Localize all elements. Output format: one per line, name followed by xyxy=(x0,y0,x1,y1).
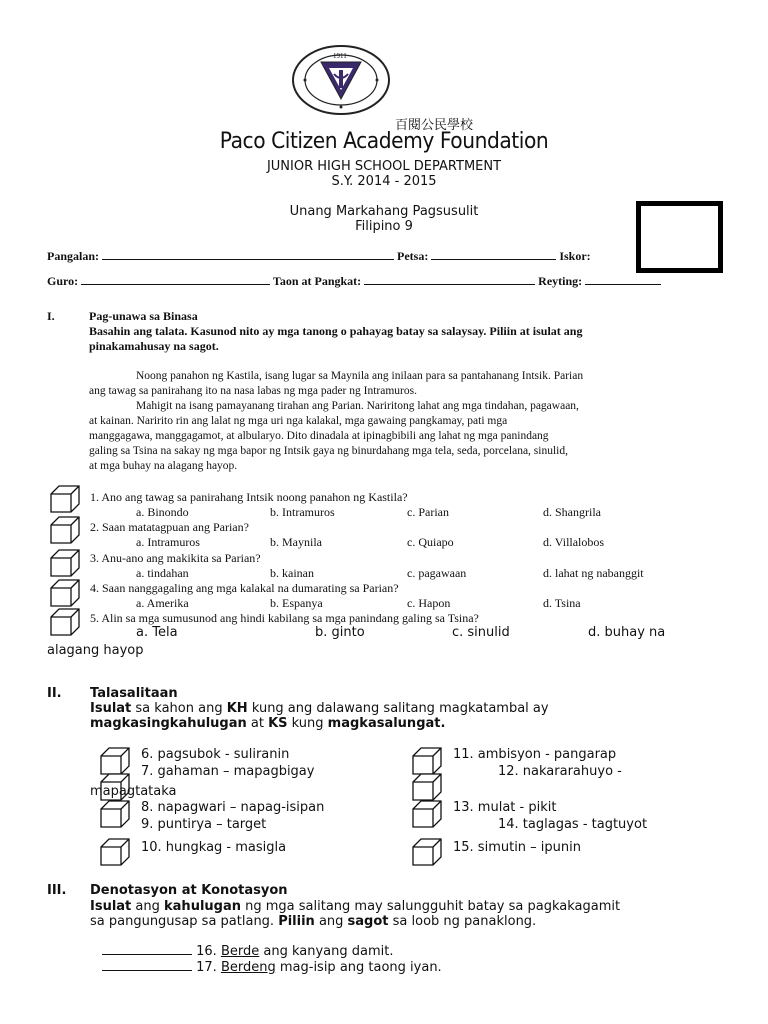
passage-line-7: at mga buhay na alagang hayop. xyxy=(89,460,238,472)
exam-title: Unang Markahang Pagsusulit xyxy=(289,204,479,219)
vocab-item-12: 12. nakararahuyo - xyxy=(498,764,622,779)
section-2-instruction-2: magkasingkahulugan at KS kung magkasalungat. xyxy=(90,716,446,731)
answer-box-12[interactable] xyxy=(411,772,443,802)
q5-choice-a: a. Tela xyxy=(136,625,178,640)
q3-choice-a: a. tindahan xyxy=(136,566,189,580)
section-1-instruction-2: pinakamahusay na sagot. xyxy=(89,339,219,353)
subject: Filipino 9 xyxy=(355,219,413,234)
vocab-item-13: 13. mulat - pikit xyxy=(453,800,557,815)
petsa-label: Petsa: xyxy=(397,249,429,263)
question-1: 1. Ano ang tawag sa panirahang Intsik noong panahon ng Kastila? xyxy=(90,490,408,504)
passage-line-5: manggagawa, manggagamot, at albularyo. Dito dinadala at ipinagbibili ang lahat ng mga panindang xyxy=(89,430,549,442)
q3-choice-c: c. pagawaan xyxy=(407,566,467,580)
section-2-number: II. xyxy=(47,686,62,701)
q4-choice-b: b. Espanya xyxy=(270,596,323,610)
answer-box-4[interactable] xyxy=(49,578,81,608)
passage-line-1: Noong panahon ng Kastila, isang lugar sa Maynila ang inilaan para sa pantahanang Intsik. Parian xyxy=(136,370,584,382)
name-field-row xyxy=(47,249,591,264)
q3-choice-b: b. kainan xyxy=(270,566,314,580)
section-3-instruction-2: sa pangungusap sa patlang. Piliin ang sagot sa loob ng panaklong. xyxy=(90,914,537,929)
answer-box-5[interactable] xyxy=(49,607,81,637)
q2-choice-a: a. Intramuros xyxy=(136,535,200,549)
answer-blank-16[interactable] xyxy=(102,954,192,955)
section-3-instruction-1: Isulat ang kahulugan ng mga salitang may salungguhit batay sa pagkakagamit xyxy=(90,899,621,914)
school-year: S.Y. 2014 - 2015 xyxy=(331,174,437,189)
q1-choice-d: d. Shangrila xyxy=(543,505,601,519)
q2-choice-b: b. Maynila xyxy=(270,535,322,549)
passage-line-4: at kainan. Naririto rin ang lalat ng mga uri nga kalakal, mga gawaing pangkamay, pati mga xyxy=(89,415,508,427)
passage-line-6: galing sa Tsina na sakay ng mga bapor ng Intsik gaya ng binurdahang mga tela, seda, porcelana, sinulid, xyxy=(89,445,568,457)
question-4: 4. Saan nanggagaling ang mga kalakal na dumarating sa Parian? xyxy=(90,581,399,595)
section-2-title: Talasalitaan xyxy=(90,686,178,701)
taon-label: Taon at Pangkat: xyxy=(272,274,362,288)
question-2: 2. Saan matatagpuan ang Parian? xyxy=(90,520,249,534)
answer-blank-17[interactable] xyxy=(102,970,192,971)
answer-box-2[interactable] xyxy=(49,515,81,545)
passage-line-3: Mahigit na isang pamayanang tirahan ang Parian. Nariritong lahat ang mga tindahan, pagawaan, xyxy=(136,400,579,412)
vocab-item-7: 7. gahaman – mapagbigay xyxy=(141,764,315,779)
passage-line-2: ang tawag sa panirahang ito na nasa labas ng mga pader ng Intramuros. xyxy=(89,385,417,397)
petsa-blank[interactable] xyxy=(431,259,556,260)
vocab-item-8: 8. napagwari – napag-isipan xyxy=(141,800,325,815)
vocab-item-15: 15. simutin – ipunin xyxy=(453,840,582,855)
pangalan-label: Pangalan: xyxy=(47,249,100,263)
q4-choice-d: d. Tsina xyxy=(543,596,581,610)
denotation-item-17: 17. Berdeng mag-isip ang taong iyan. xyxy=(102,960,442,975)
answer-box-1[interactable] xyxy=(49,484,81,514)
section-1-number: I. xyxy=(47,309,55,323)
taon-blank[interactable] xyxy=(364,284,535,285)
vocab-item-10: 10. hungkag - masigla xyxy=(141,840,287,855)
q5-choice-c: c. sinulid xyxy=(452,625,510,640)
vocab-item-11: 11. ambisyon - pangarap xyxy=(453,747,617,762)
q1-choice-c: c. Parian xyxy=(407,505,449,519)
question-3: 3. Anu-ano ang makikita sa Parian? xyxy=(90,551,261,565)
guro-label: Guro: xyxy=(47,274,79,288)
section-2-instruction-1: Isulat sa kahon ang KH kung ang dalawang salitang magkatambal ay xyxy=(90,701,549,716)
question-5: 5. Alin sa mga sumusunod ang hindi kabilang sa mga panindang galing sa Tsina? xyxy=(90,611,479,625)
vocab-item-6: 6. pagsubok - suliranin xyxy=(141,747,290,762)
answer-box-15[interactable] xyxy=(411,837,443,867)
pangalan-blank[interactable] xyxy=(102,259,394,260)
reyting-blank[interactable] xyxy=(585,284,661,285)
answer-box-9[interactable] xyxy=(99,837,131,867)
denotation-item-16: 16. Berde ang kanyang damit. xyxy=(102,944,393,959)
q4-choice-c: c. Hapon xyxy=(407,596,451,610)
section-3-title: Denotasyon at Konotasyon xyxy=(90,883,288,898)
vocab-item-9: 9. puntirya – target xyxy=(141,817,267,832)
q2-choice-d: d. Villalobos xyxy=(543,535,605,549)
q1-choice-b: b. Intramuros xyxy=(270,505,335,519)
teacher-field-row xyxy=(47,274,661,289)
department: JUNIOR HIGH SCHOOL DEPARTMENT xyxy=(266,159,502,174)
answer-box-3[interactable] xyxy=(49,548,81,578)
score-box[interactable] xyxy=(636,201,723,273)
section-1-title: Pag-unawa sa Binasa xyxy=(89,309,198,323)
chinese-school-name: 百閱公民學校 xyxy=(394,117,473,132)
vocab-item-14: 14. taglagas - tagtuyot xyxy=(498,817,648,832)
section-3-number: III. xyxy=(47,883,67,898)
q2-choice-c: c. Quiapo xyxy=(407,535,454,549)
q5-choice-b: b. ginto xyxy=(315,625,365,640)
q1-choice-a: a. Binondo xyxy=(136,505,189,519)
answer-box-8[interactable] xyxy=(99,799,131,829)
q4-choice-a: a. Amerika xyxy=(136,596,189,610)
q5-choice-d: d. buhay na xyxy=(588,625,666,640)
school-name: Paco Citizen Academy Foundation xyxy=(219,129,549,154)
reyting-label: Reyting: xyxy=(538,274,583,288)
iskor-label: Iskor: xyxy=(559,249,591,263)
q3-choice-d: d. lahat ng nabanggit xyxy=(543,566,644,580)
seal-year: 1911 xyxy=(333,52,347,60)
q5-choice-d-wrap: alagang hayop xyxy=(47,643,144,658)
section-1-instruction-1: Basahin ang talata. Kasunod nito ay mga tanong o pahayag batay sa salaysay. Piliin at isulat ang xyxy=(89,324,583,338)
guro-blank[interactable] xyxy=(81,284,270,285)
vocab-item-12-wrap: mapagtataka xyxy=(90,784,177,799)
answer-box-13[interactable] xyxy=(411,799,443,829)
